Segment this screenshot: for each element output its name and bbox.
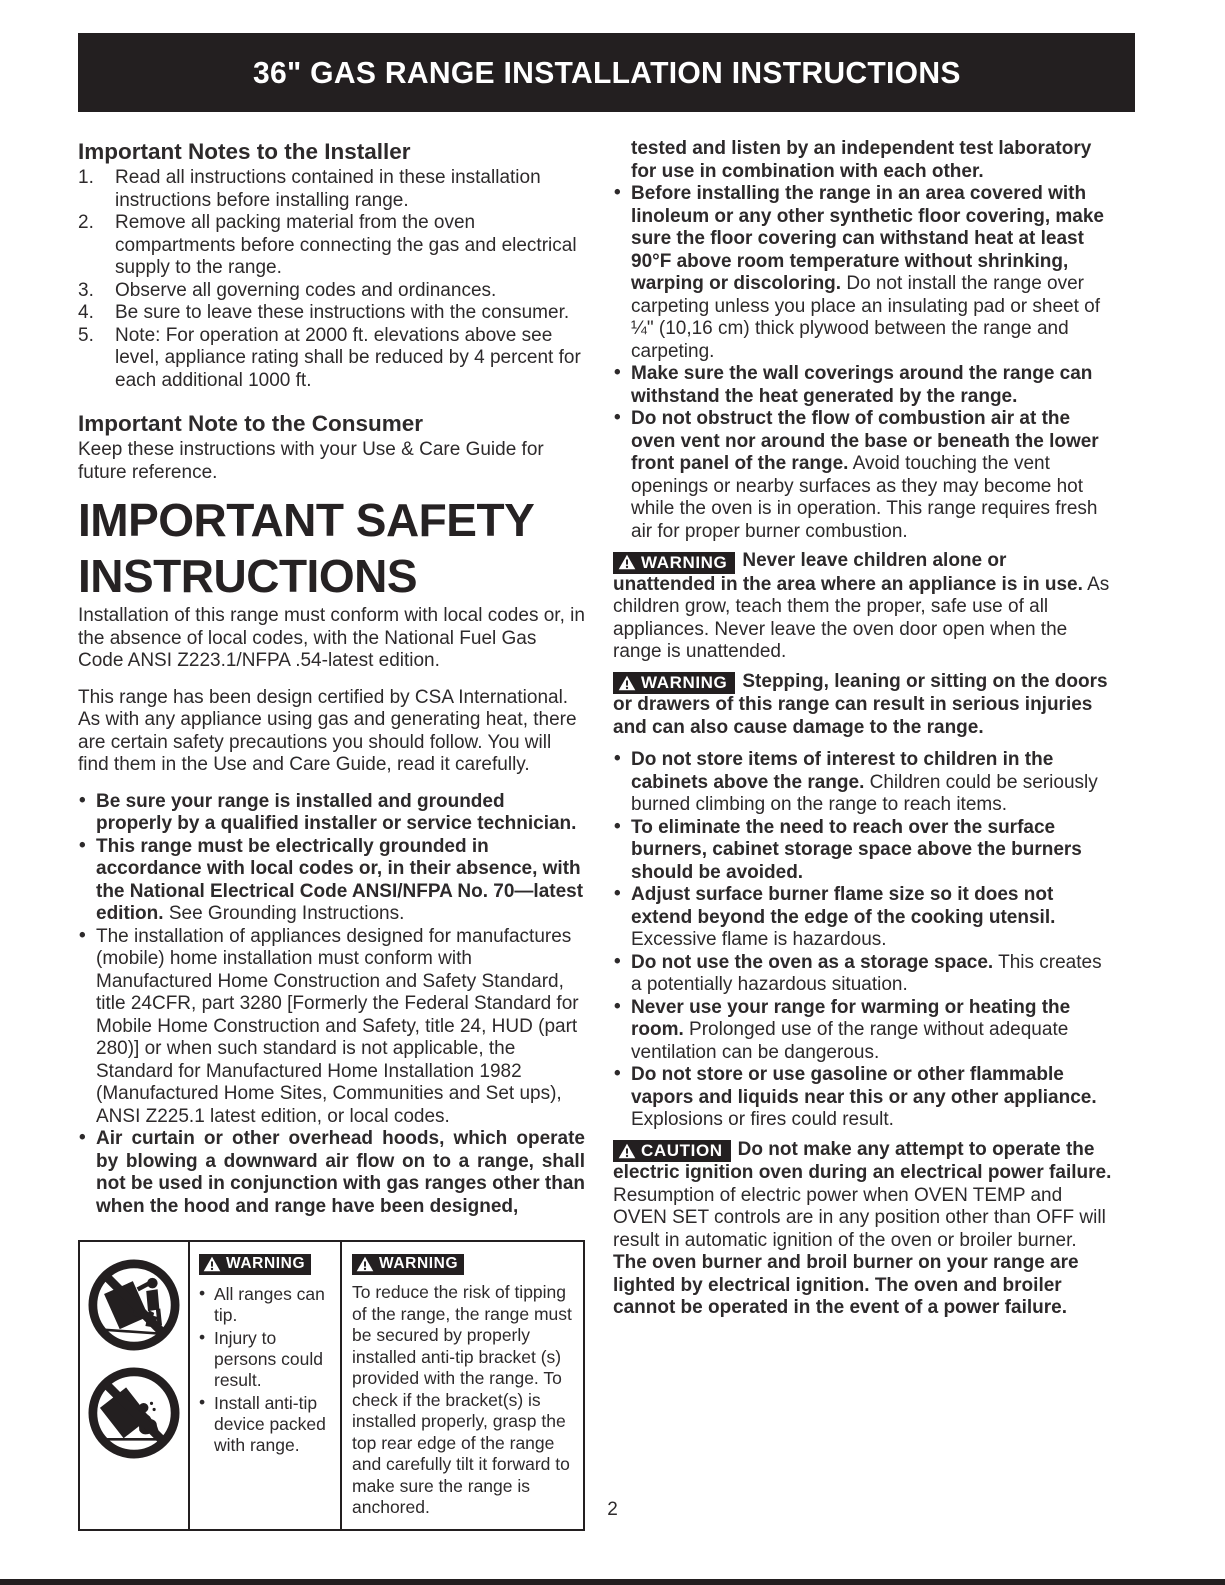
bullet-continuation: tested and listen by an independent test laboratory for use in combination with each other. xyxy=(631,138,1092,182)
consumer-paragraph: Keep these instructions with your Use & Care Guide for future reference. xyxy=(78,439,544,483)
page-number: 2 xyxy=(607,1499,618,1520)
numbered-item: 4. Be sure to leave these instructions with the consumer. xyxy=(78,302,570,323)
left-column xyxy=(78,138,585,1531)
table-bullet: • All ranges can tip. xyxy=(199,1284,331,1326)
table-bullet: • Install anti-tip device packed with range. xyxy=(199,1393,331,1456)
bullet-item: • Air curtain or other overhead hoods, which operate by blowing a downward air flow on to a range, shall not be used in conjunction with gas ranges other than when the hood and range have been designed, xyxy=(78,1128,585,1218)
anti-tip-pictogram-cell xyxy=(80,1242,190,1529)
installer-numbered-list xyxy=(78,167,585,392)
bullet-item: • Do not use the oven as a storage space. This creates a potentially hazardous situation. xyxy=(613,952,1113,997)
anti-tip-bullets-cell xyxy=(190,1242,342,1529)
safety-paragraph-2: This range has been design certified by CSA International. As with any appliance using gas and generating heat, there are certain safety precautions you should follow. You will find them in the Use and Care Guide, read it carefully. xyxy=(78,686,577,775)
consumer-section-heading: Important Note to the Consumer xyxy=(78,411,424,436)
warning-badge: WARNING xyxy=(613,552,735,574)
warning-badge: WARNING xyxy=(613,672,735,694)
bullet-item: • To eliminate the need to reach over the surface burners, cabinet storage space above the burners should be avoided. xyxy=(613,817,1113,885)
bullet-item: • Never use your range for warming or heating the room. Prolonged use of the range without adequate ventilation can be dangerous. xyxy=(613,997,1113,1065)
warning-badge: WARNING xyxy=(199,1254,311,1275)
safety-paragraph-1: Installation of this range must conform with local codes or, in the absence of local codes, with the National Fuel Gas Code ANSI Z223.1/NFPA .54-latest edition. xyxy=(78,605,585,671)
document-title: 36" GAS RANGE INSTALLATION INSTRUCTIONS xyxy=(252,54,961,90)
bullet-item: • Do not store items of interest to children in the cabinets above the range. Children could be seriously burned climbing on the range to reach items. xyxy=(613,749,1113,817)
bullet-item: • Before installing the range in an area covered with linoleum or any other synthetic floor covering, make sure the floor covering can withstand heat at least 90°F above room temperature without shrinking, warping or discoloring. Do not install the range over carpeting unless you place an insulating pad or sheet of ¼" (10,16 cm) thick plywood between the range and carpeting. xyxy=(613,183,1113,363)
right-bullet-list-2 xyxy=(613,749,1113,1132)
table-bullet: • Injury to persons could result. xyxy=(199,1328,331,1391)
anti-tip-text-cell xyxy=(342,1242,583,1529)
no-tip-range-child-icon xyxy=(85,1256,183,1354)
left-bullet-list xyxy=(78,791,585,1219)
bullet-item: • This range must be electrically grounded in accordance with local codes or, in their absence, with the National Electrical Code ANSI/NFPA No. 70—latest edition. See Grounding Instructions. xyxy=(78,836,585,926)
right-bullet-list-1 xyxy=(613,183,1113,543)
warning-triangle-icon xyxy=(356,1256,374,1272)
caution-badge: CAUTION xyxy=(613,1140,731,1162)
warning-triangle-icon xyxy=(618,554,636,570)
safety-heading: IMPORTANT SAFETY INSTRUCTIONS xyxy=(78,494,535,602)
caution-paragraph: CAUTION Do not make any attempt to operate the electric ignition oven during an electrical power failure. Resumption of electric power when OVEN TEMP and OVEN SET controls are in any position other than OFF will result in automatic ignition of the oven or broiler burner. The oven burner and broil burner on your range are lighted by electrical ignition. The oven and broiler cannot be operated in the event of a power failure. xyxy=(613,1138,1112,1318)
bullet-item: • Be sure your range is installed and grounded properly by a qualified installer or service technician. xyxy=(78,791,585,836)
bullet-item: • Do not store or use gasoline or other flammable vapors and liquids near this or any other appliance. Explosions or fires could result. xyxy=(613,1064,1113,1132)
warning-paragraph-children: WARNING Never leave children alone or unattended in the area where an appliance is in use. As children grow, teach them the proper, safe use of all appliances. Never leave the oven door open when the range is unattended. xyxy=(613,550,1110,662)
numbered-item: 3. Observe all governing codes and ordinances. xyxy=(78,279,497,301)
warning-paragraph-stepping: WARNING Stepping, leaning or sitting on the doors or drawers of this range can result in serious injuries and can also cause damage to the range. xyxy=(613,670,1108,738)
anti-tip-instructions: To reduce the risk of tipping of the range, the range must be secured by properly installed anti-tip bracket (s) provided with the range. To check if the bracket(s) is installed properly, grasp the top rear edge of the range and carefully tilt it forward to make sure the range is anchored. xyxy=(352,1282,572,1517)
bullet-item: • Adjust surface burner flame size so it does not extend beyond the edge of the cooking utensil. Excessive flame is hazardous. xyxy=(613,884,1113,952)
bullet-item: • Do not obstruct the flow of combustion air at the oven vent nor around the base or beneath the lower front panel of the range. Avoid touching the vent openings or nearby surfaces as they may become hot while the oven is in operation. This range requires fresh air for proper burner combustion. xyxy=(613,408,1113,543)
anti-tip-table xyxy=(78,1240,585,1531)
numbered-item: 5. Note: For operation at 2000 ft. elevations above see level, appliance rating shall be reduced by 4 percent for each additional 1000 ft. xyxy=(78,324,581,391)
numbered-item: 1. Read all instructions contained in these installation instructions before installing range. xyxy=(78,167,541,211)
warning-triangle-icon xyxy=(618,1143,636,1159)
title-bar xyxy=(78,33,1135,112)
warning-triangle-icon xyxy=(618,675,636,691)
bullet-item: • Make sure the wall coverings around the range can withstand the heat generated by the range. xyxy=(613,363,1113,408)
footer-rule xyxy=(0,1579,1225,1585)
right-column xyxy=(613,138,1113,1531)
warning-badge: WARNING xyxy=(352,1254,464,1275)
bullet-item: • The installation of appliances designed for manufactures (mobile) home installation must conform with Manufactured Home Construction and Safety Standard, title 24CFR, part 3280 [Formerly the Federal Standard for Mobile Home Construction and Safety, title 24, HUD (part 280)] or when such standard is not applicable, the Standard for Manufactured Home Installation 1982 (Manufactured Home Sites, Communities and Set ups), ANSI Z225.1 latest edition, or local codes. xyxy=(78,926,585,1129)
no-tip-range-falling-icon xyxy=(85,1364,183,1462)
numbered-item: 2. Remove all packing material from the oven compartments before connecting the gas and electrical supply to the range. xyxy=(78,212,577,278)
installer-section-heading: Important Notes to the Installer xyxy=(78,139,411,164)
warning-triangle-icon xyxy=(203,1256,221,1272)
